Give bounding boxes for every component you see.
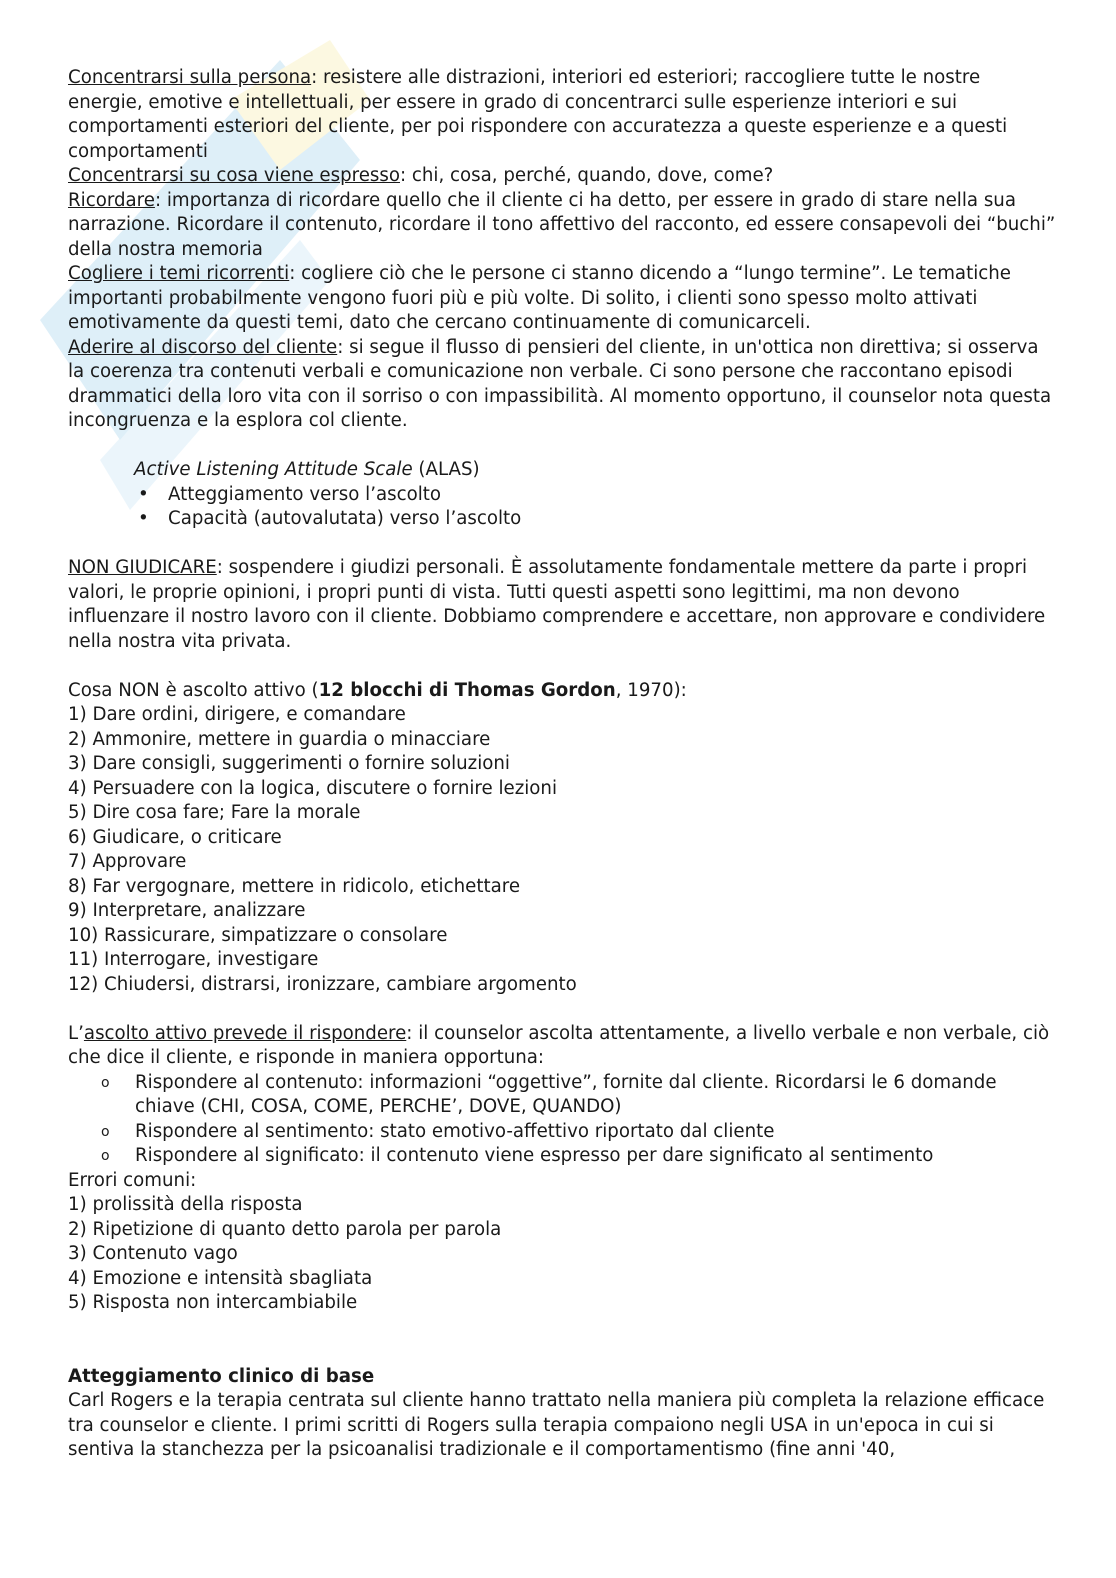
gordon-intro-bold: 12 blocchi di Thomas Gordon: [318, 679, 616, 701]
spacer: [68, 1340, 1058, 1365]
list-item: 5) Risposta non intercambiabile: [68, 1292, 358, 1313]
text-ricordare: : importanza di ricordare quello che il cliente ci ha detto, per essere in grado di stare nella sua narrazione. Ricordare il contenuto, ricordare il tono affettivo del racconto, ed essere consapevoli dei “buchi” della nostra memoria: [68, 189, 1056, 260]
spacer: [68, 532, 1058, 557]
list-item: 2) Ammonire, mettere in guardia o minacciare: [68, 728, 491, 750]
paragraph-rispondere: [68, 1022, 1058, 1071]
list-item: • Atteggiamento verso l’ascolto: [168, 483, 1058, 508]
alas-title: [68, 458, 1058, 483]
spacer: [68, 997, 1058, 1022]
text-concentrarsi-persona: : resistere alle distrazioni, interiori ed esteriori; raccogliere tutte le nostre energie, emotive e intellettuali, per essere in grado di concentrarci sulle esperienze interiori e sui comportamenti esteriori del cliente, per poi rispondere con accuratezza a queste esperienze e a questi comportamenti: [68, 67, 1008, 162]
gordon-intro: [68, 679, 1058, 704]
gordon-intro-pre: Cosa NON è ascolto attivo (: [68, 679, 319, 701]
list-item: 1) Dare ordini, dirigere, e comandare: [68, 704, 406, 725]
document-page: [68, 66, 1058, 1463]
list-item: 11) Interrogare, investigare: [68, 949, 319, 970]
text-concentrarsi-cosa: : chi, cosa, perché, quando, dove, come?: [399, 165, 774, 186]
list-item: 5) Dire cosa fare; Fare la morale: [68, 802, 361, 823]
text-rispondere: : il counselor ascolta attentamente, a livello verbale e non verbale, ciò che dice il cliente, e risponde in maniera opportuna:: [68, 1022, 1050, 1068]
text-aderire: : si segue il flusso di pensieri del cliente, in un'ottica non direttiva; si osserva la coerenza tra contenuti verbali e comunicazione non verbale. Ci sono persone che raccontano episodi drammatici della loro vita con il sorriso o con impassibilità. Al momento opportuno, il counselor nota questa incongruenza e la esplora col cliente.: [68, 336, 1052, 431]
paragraph-concentrarsi-persona: [68, 66, 1058, 164]
term-concentrarsi-persona: Concentrarsi sulla persona: [68, 67, 312, 88]
errori-title: Errori comuni:: [68, 1169, 197, 1191]
list-item: 7) Approvare: [68, 851, 187, 872]
rispondere-list: [68, 1071, 1058, 1169]
list-item: 8) Far vergognare, mettere in ridicolo, etichettare: [68, 875, 521, 897]
alas-title-rest: (ALAS): [412, 459, 480, 480]
paragraph-concentrarsi-cosa: [68, 164, 1058, 189]
paragraph-cogliere-temi: [68, 262, 1058, 336]
term-cogliere-temi: Cogliere i temi ricorrenti: [68, 263, 290, 284]
list-item: o Rispondere al significato: il contenuto viene espresso per dare significato al sentimento: [135, 1144, 1058, 1169]
list-item: 4) Persuadere con la logica, discutere o fornire lezioni: [68, 777, 558, 799]
list-item: 4) Emozione e intensità sbagliata: [68, 1267, 373, 1289]
list-item: 12) Chiudersi, distrarsi, ironizzare, cambiare argomento: [68, 973, 577, 995]
list-item: 1) prolissità della risposta: [68, 1194, 303, 1215]
errori-list: [68, 1193, 1058, 1316]
term-ricordare: Ricordare: [68, 189, 155, 211]
list-item: 3) Contenuto vago: [68, 1243, 238, 1264]
text-cogliere-temi: : cogliere ciò che le persone ci stanno dicendo a “lungo termine”. Le tematiche importanti probabilmente vengono fuori più e più volte. Di solito, i clienti sono spesso molto attivati emotivamente da questi temi, dato che cercano continuamente di comunicarceli.: [68, 263, 1011, 333]
list-item: 3) Dare consigli, suggerimenti o fornire soluzioni: [68, 753, 510, 774]
paragraph-non-giudicare: [68, 556, 1058, 654]
term-aderire: Aderire al discorso del cliente: [68, 336, 338, 358]
term-rispondere: ascolto attivo prevede il rispondere: [83, 1022, 407, 1044]
list-item: o Rispondere al sentimento: stato emotivo-affettivo riportato dal cliente: [135, 1120, 1058, 1145]
list-item: 2) Ripetizione di quanto detto parola per parola: [68, 1218, 502, 1240]
spacer: [68, 654, 1058, 679]
alas-title-italic: Active Listening Attitude Scale: [134, 459, 413, 480]
spacer: [68, 434, 1058, 459]
list-item: o Rispondere al contenuto: informazioni “oggettive”, fornite dal cliente. Ricordarsi le 6 domande chiave (CHI, COSA, COME, PERCHE’, DOVE, QUANDO): [135, 1071, 1058, 1120]
spacer: [68, 1316, 1058, 1341]
section-heading: Atteggiamento clinico di base: [68, 1365, 375, 1387]
term-concentrarsi-cosa: Concentrarsi su cosa viene espresso: [68, 165, 400, 186]
list-item: • Capacità (autovalutata) verso l’ascolto: [168, 507, 1058, 532]
rispondere-pre: L’: [68, 1022, 84, 1044]
paragraph-ricordare: [68, 189, 1058, 263]
list-item: 6) Giudicare, o criticare: [68, 826, 282, 848]
text-non-giudicare: : sospendere i giudizi personali. È assolutamente fondamentale mettere da parte i propri valori, le proprie opinioni, i propri punti di vista. Tutti questi aspetti sono legittimi, ma non devono influenzare il nostro lavoro con il cliente. Dobbiamo comprendere e accettare, non approvare e condividere nella nostra vita privata.: [68, 557, 1046, 652]
gordon-intro-post: , 1970):: [615, 679, 687, 701]
paragraph-aderire: [68, 336, 1058, 434]
list-item: 9) Interpretare, analizzare: [68, 900, 306, 921]
list-item: 10) Rassicurare, simpatizzare o consolare: [68, 924, 448, 946]
alas-list: [68, 483, 1058, 532]
gordon-list: [68, 703, 1058, 997]
term-non-giudicare: NON GIUDICARE: [68, 557, 217, 578]
paragraph-atteggiamento: Carl Rogers e la terapia centrata sul cliente hanno trattato nella maniera più completa la relazione efficace tra counselor e cliente. I primi scritti di Rogers sulla terapia compaiono negli USA in un'epoca in cui si sentiva la stanchezza per la psicoanalisi tradizionale e il comportamentismo (fine anni '40,: [68, 1390, 1045, 1460]
